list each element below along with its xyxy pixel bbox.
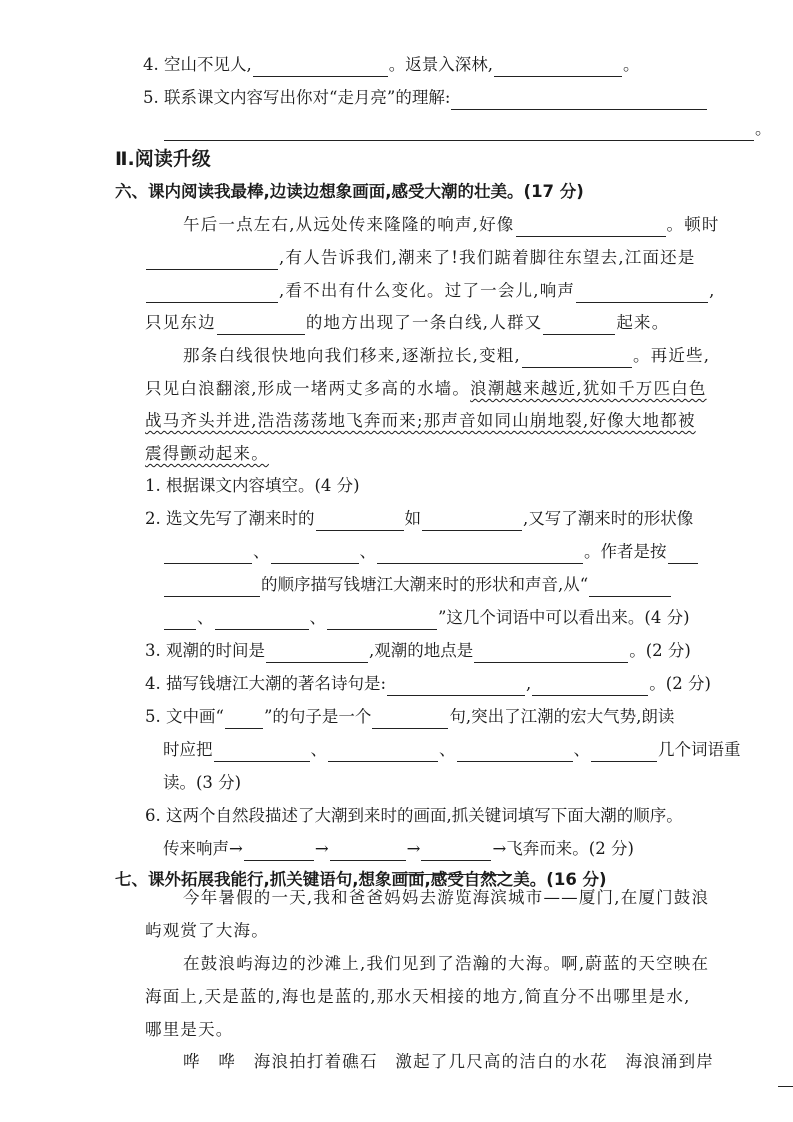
i3-text-a: 3. 观潮的时间是 [145,641,265,660]
p6-p1-text-e: , [709,281,716,300]
i2-blank-1[interactable] [316,510,404,531]
p6-para2-line2 [145,377,707,401]
i2-blank-8[interactable] [589,576,671,597]
i2-blank-10[interactable] [215,609,309,630]
i2-text-h: 、 [197,608,214,627]
p6-p1-text-g: 的地方出现了一条白线,人群又 [305,313,543,332]
p6-item-5-line3: 读。(3 分) [163,773,242,792]
i2-text-c: ,又写了潮来时的形状像 [523,509,694,528]
i5-blank-3[interactable] [214,741,310,762]
p6-p2-underlined-1: 浪潮越来越近,犹如千万匹白色 [470,379,707,398]
p6-item-6-line2 [163,837,634,861]
p7-para1-line1: 今年暑假的一天,我和爸爸妈妈去游览海滨城市——厦门,在厦门鼓浪 [183,888,710,907]
p6-item-5-line2 [163,738,741,762]
p6-para2-line1 [183,344,710,368]
p7-para3-line1: 哗 哗 海浪拍打着礁石 激起了几尺高的洁白的水花 海浪涌到岸 [183,1052,714,1071]
i2-text-g: 的顺序描写钱塘江大潮来时的形状和声音,从“ [261,575,589,594]
part-7-heading: 七、课外拓展我能行,抓关键语句,想象画面,感受自然之美。(16 分) [115,870,607,889]
i2-blank-7[interactable] [164,576,260,597]
i2-text-j: ”这几个词语中可以看出来。(4 分) [438,608,690,627]
i2-text-d: 、 [253,542,270,561]
q5-line-2 [163,117,772,141]
i3-text-b: ,观潮的地点是 [369,641,474,660]
i2-text-i: 、 [309,608,326,627]
i4-text-b: , [526,674,532,693]
i5-text-d: 时应把 [163,740,213,759]
p6-item-4 [145,672,711,696]
p6-p1-blank-1[interactable] [516,216,666,237]
i6-blank-3[interactable] [421,840,491,861]
p6-p2-text-b: 。再近些, [632,346,711,365]
i2-text-e: 、 [359,542,376,561]
p6-item-2-line1 [145,507,693,531]
p6-item-2-line4 [163,606,690,630]
i4-blank-1[interactable] [387,675,525,696]
p6-p1-text-d: ,看不出有什么变化。过了一会儿,响声 [279,281,576,300]
p6-item-2-line2 [163,540,699,564]
p6-p1-blank-4[interactable] [576,282,708,303]
p6-p1-text-h: 起来。 [616,313,670,332]
p6-p1-text-a: 午后一点左右,从远处传来隆隆的响声,好像 [183,215,515,234]
passage-title-blank[interactable] [398,874,512,875]
p7-para2-line1: 在鼓浪屿海边的沙滩上,我们见到了浩瀚的大海。啊,蔚蓝的天空映在 [183,954,710,973]
section-2-title: Ⅱ.阅读升级 [115,148,211,170]
i5-blank-2[interactable] [372,708,448,729]
q5-blank-1[interactable] [451,89,707,110]
i6-text-e: →飞奔而来。(2 分) [492,839,634,858]
i2-text-a: 2. 选文先写了潮来时的 [145,509,315,528]
q4-mid: 。返景入深林, [388,55,493,74]
question-5 [143,86,708,110]
i5-blank-6[interactable] [591,741,657,762]
q4-end: 。 [622,55,640,74]
i5-blank-4[interactable] [328,741,438,762]
i2-blank-11[interactable] [327,609,437,630]
i5-text-e: 、 [310,740,327,759]
i4-text-c: 。(2 分) [649,674,711,693]
i5-text-g: 、 [573,740,590,759]
q4-blank-1[interactable] [253,56,388,77]
i2-blank-9[interactable] [164,609,196,630]
i2-blank-2[interactable] [422,510,522,531]
i6-text-d: → [406,839,421,858]
i5-text-a: 5. 文中画“ [145,707,224,726]
p6-p1-text-b: 。顿时 [666,215,720,234]
p6-para2-line4: 震得颤动起来。 [145,444,269,463]
p6-p1-blank-3[interactable] [146,282,278,303]
q4-blank-2[interactable] [494,56,622,77]
i3-text-c: 。(2 分) [629,641,691,660]
page-corner-mark [778,1086,793,1087]
i5-text-c: 句,突出了江潮的宏大气势,朗读 [449,707,675,726]
q5-blank-2[interactable] [164,120,754,141]
i3-blank-1[interactable] [266,642,368,663]
i5-text-f: 、 [439,740,456,759]
p6-item-5-line1 [145,705,674,729]
p6-p1-blank-2[interactable] [146,249,278,270]
q5-lead: 5. 联系课文内容写出你对“走月亮”的理解: [143,88,451,107]
p6-item-2-line3 [163,573,672,597]
q5-end: 。 [755,119,772,138]
p6-p1-blank-6[interactable] [543,314,615,335]
i6-text-c: → [314,839,329,858]
i6-blank-1[interactable] [244,840,314,861]
p6-p1-text-f: 只见东边 [145,313,216,332]
i5-blank-1[interactable] [225,708,263,729]
q4-lead: 4. 空山不见人, [143,55,252,74]
p6-para1-line2 [145,246,696,270]
p6-para1-line3 [145,279,716,303]
i2-blank-6[interactable] [668,543,698,564]
part-6-heading: 六、课内阅读我最棒,边读边想象画面,感受大潮的壮美。(17 分) [115,182,584,201]
i5-text-b: ”的句子是一个 [263,707,372,726]
p6-item-3 [145,639,691,663]
i2-text-b: 如 [404,509,421,528]
p7-para1-line2: 屿观赏了大海。 [145,921,269,940]
i6-blank-2[interactable] [330,840,406,861]
p6-p2-text-a: 那条白线很快地向我们移来,逐渐拉长,变粗, [183,346,521,365]
i2-blank-5[interactable] [377,543,583,564]
question-4 [143,53,639,77]
p6-para2-line3: 战马齐头并进,浩浩荡荡地飞奔而来;那声音如同山崩地裂,好像大地都被 [145,411,696,430]
p6-p2-text-c: 只见白浪翻滚,形成一堵两丈多高的水墙。 [145,379,471,398]
i3-blank-2[interactable] [474,642,628,663]
i5-text-h: 几个词语重 [658,740,741,759]
p7-para2-line3: 哪里是天。 [145,1020,234,1039]
i6-text-b: 传来响声→ [163,839,243,858]
p6-p1-blank-5[interactable] [217,314,305,335]
i5-blank-5[interactable] [457,741,573,762]
p6-p1-text-c: ,有人告诉我们,潮来了!我们踮着脚往东望去,江面还是 [279,248,696,267]
i2-blank-3[interactable] [164,543,252,564]
i2-text-f: 。作者是按 [584,542,667,561]
i4-blank-2[interactable] [532,675,648,696]
i2-blank-4[interactable] [271,543,359,564]
p6-item-6-line1: 6. 这两个自然段描述了大潮到来时的画面,抓关键词填写下面大潮的顺序。 [145,806,683,825]
p6-para1-line1 [183,213,720,237]
p7-para2-line2: 海面上,天是蓝的,海也是蓝的,那水天相接的地方,简直分不出哪里是水, [145,987,691,1006]
p6-p2-blank-1[interactable] [522,347,632,368]
p6-item-1: 1. 根据课文内容填空。(4 分) [145,476,360,495]
p6-para1-line4 [145,311,669,335]
i4-text-a: 4. 描写钱塘江大潮的著名诗句是: [145,674,387,693]
